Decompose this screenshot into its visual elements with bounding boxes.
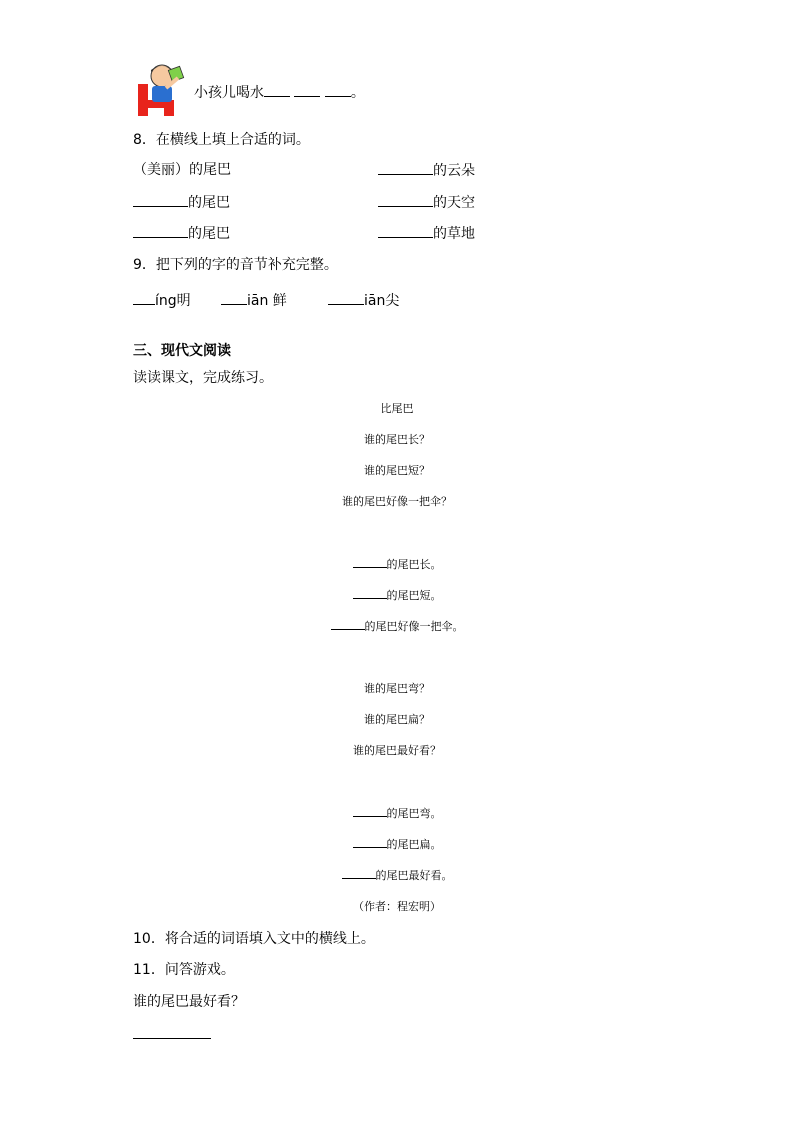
q8-title: 8．在横线上填上合适的词。 [133,132,310,148]
q11-title: 11．问答游戏。 [133,962,235,978]
q8-row3-right: 的草地 [378,223,475,244]
q7-end: 。 [350,85,365,101]
poem-author: （作者：程宏明） [353,900,441,913]
q9-title: 9．把下列的字的音节补充完整。 [133,257,338,273]
q8-blank-l3[interactable] [133,223,188,238]
q9-blank-3[interactable] [328,290,364,305]
poem-line-8: 谁的尾巴扁？ [364,713,430,726]
q7-blank-3[interactable] [325,82,351,97]
q11-question: 谁的尾巴最好看？ [133,994,245,1010]
q8-blank-l2[interactable] [133,192,188,207]
q8-row1-right: 的云朵 [378,160,475,181]
q9-blank-1[interactable] [133,290,155,305]
poem-line-3: 谁的尾巴好像一把伞？ [342,495,452,508]
poem-line-11: 的尾巴扁。 [0,835,794,855]
poem-blank-10[interactable] [353,805,387,817]
poem-title: 比尾巴 [380,402,414,415]
q8-blank-r3[interactable] [378,223,433,238]
poem-blank-11[interactable] [353,836,387,848]
poem-line-5: 的尾巴短。 [0,586,794,606]
q8-blank-r1[interactable] [378,160,433,175]
poem-blank-5[interactable] [353,587,387,599]
poem-line-10: 的尾巴弯。 [0,804,794,824]
poem-line-7: 谁的尾巴弯？ [364,682,430,695]
q7-text: 小孩儿喝水 [194,85,264,101]
q8-row3-left: 的尾巴 [133,223,230,244]
q11-answer-blank[interactable] [133,1038,211,1039]
poem-line-1: 谁的尾巴长？ [364,433,430,446]
q9-item-1: íng明 [133,290,191,311]
poem-line-12: 的尾巴最好看。 [0,866,794,886]
poem-blank-12[interactable] [342,867,376,879]
q8-row1-left: （美丽）的尾巴 [133,162,231,178]
q9-blank-2[interactable] [221,290,247,305]
section3-title: 三、现代文阅读 [133,343,231,359]
section3-instruction: 读读课文，完成练习。 [133,370,273,386]
q8-row2-right: 的天空 [378,192,475,213]
poem-line-2: 谁的尾巴短？ [364,464,430,477]
poem-blank-6[interactable] [331,618,365,630]
q7-line [194,82,365,103]
poem-blank-4[interactable] [353,556,387,568]
poem-line-4: 的尾巴长。 [0,555,794,575]
q8-blank-r2[interactable] [378,192,433,207]
q9-item-3: iān尖 [328,290,399,311]
poem-line-6: 的尾巴好像一把伞。 [0,617,794,637]
q9-item-2: iān 鲜 [221,290,287,311]
q7-blank-1[interactable] [264,82,290,97]
child-drinking-illustration [136,62,194,118]
q7-blank-2[interactable] [294,82,320,97]
poem-line-9: 谁的尾巴最好看？ [353,744,441,757]
q8-row2-left: 的尾巴 [133,192,230,213]
q10-title: 10．将合适的词语填入文中的横线上。 [133,931,375,947]
